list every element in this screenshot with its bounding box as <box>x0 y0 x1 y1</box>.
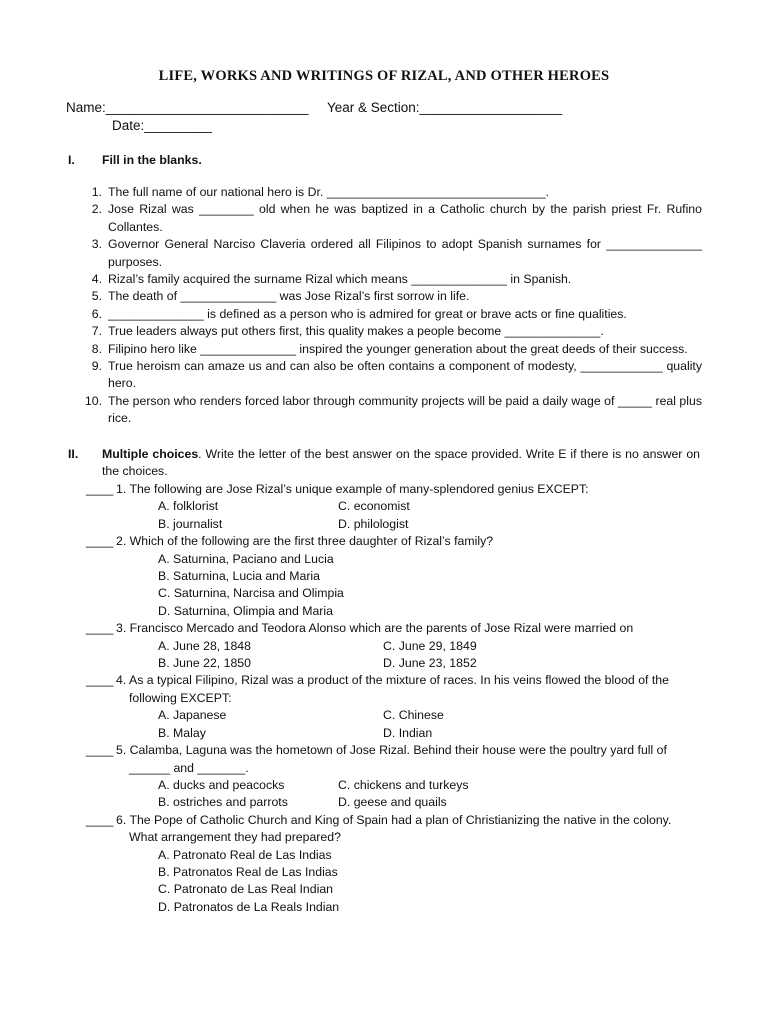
answer-option: A. Japanese <box>158 708 227 723</box>
item-number: 6. <box>91 306 102 321</box>
item-text: The full name of our national hero is Dr. ________________________________. <box>108 185 549 199</box>
question-text: 3. Francisco Mercado and Teodora Alonso which are the parents of Jose Rizal were married on <box>116 621 634 636</box>
list-item <box>82 358 702 393</box>
question-3 <box>86 620 704 672</box>
option-row <box>158 881 704 898</box>
fill-in-list <box>82 184 702 428</box>
option-row <box>158 638 704 655</box>
question-text: 4. As a typical Filipino, Rizal was a product of the mixture of races. In his veins flowed the blood of the <box>116 673 669 688</box>
option-row <box>158 568 704 585</box>
option-row <box>158 847 704 864</box>
item-text: Filipino hero like ______________ inspired the younger generation about the great deeds of their success. <box>108 341 688 356</box>
answer-option: B. Saturnina, Lucia and Maria <box>158 569 321 584</box>
answer-option: D. June 23, 1852 <box>383 656 477 671</box>
option-row <box>158 725 704 742</box>
option-row <box>158 864 704 881</box>
answer-options <box>86 498 704 533</box>
answer-option: B. June 22, 1850 <box>158 656 251 671</box>
question-text-continued: ______ and _______. <box>129 760 249 775</box>
answer-option: D. Saturnina, Olimpia and Maria <box>158 603 333 618</box>
answer-option: A. folklorist <box>158 499 219 514</box>
section-2-numeral: II. <box>68 447 79 461</box>
option-row <box>158 603 704 620</box>
answer-options <box>86 707 704 742</box>
list-item <box>82 288 702 305</box>
item-text: The death of ______________ was Jose Rizal’s first sorrow in life. <box>108 289 470 304</box>
item-number: 7. <box>91 324 102 339</box>
section-2-instructions <box>102 446 700 481</box>
answer-blank: ____ <box>86 743 114 758</box>
answer-options <box>86 551 704 621</box>
item-number: 1. <box>91 185 102 199</box>
answer-option: C. Patronato de Las Real Indian <box>158 882 334 897</box>
list-item <box>82 306 702 323</box>
name-field: Name:___________________________ <box>66 100 309 115</box>
section-1-heading: Fill in the blanks. <box>102 153 202 167</box>
question-1 <box>86 481 704 533</box>
item-text: Governor General Narciso Claveria ordered all Filipinos to adopt Spanish surnames for ______________ purposes. <box>108 237 702 269</box>
answer-blank: ____ <box>86 482 114 496</box>
answer-options <box>86 847 704 917</box>
item-text: Jose Rizal was ________ old when he was baptized in a Catholic church by the parish priest Fr. Rufino Collantes. <box>108 202 702 234</box>
question-5 <box>86 742 704 812</box>
answer-blank: ____ <box>86 621 114 636</box>
answer-option: B. Malay <box>158 725 206 740</box>
answer-option: D. Patronatos de La Reals Indian <box>158 899 340 914</box>
answer-options <box>86 638 704 673</box>
answer-option: A. June 28, 1848 <box>158 638 251 653</box>
answer-blank: ____ <box>86 812 114 827</box>
answer-options <box>86 777 704 812</box>
item-number: 10. <box>84 393 102 408</box>
item-text: ______________ is defined as a person who is admired for great or brave acts or fine qualities. <box>108 306 627 321</box>
list-item <box>82 393 702 428</box>
question-text: 6. The Pope of Catholic Church and King of Spain had a plan of Christianizing the native in the colony. <box>116 812 672 827</box>
item-text: Rizal’s family acquired the surname Rizal which means ______________ in Spanish. <box>108 272 572 287</box>
item-number: 5. <box>91 289 102 304</box>
item-number: 9. <box>91 359 102 374</box>
option-row <box>158 551 704 568</box>
list-item <box>82 184 702 201</box>
option-row <box>158 777 704 794</box>
page-title: LIFE, WORKS AND WRITINGS OF RIZAL, AND OTHER HEROES <box>158 68 610 84</box>
answer-option: C. economist <box>338 499 410 514</box>
item-number: 8. <box>91 341 102 356</box>
section-2-instruction-text: . Write the letter of the best answer on the space provided. Write E if there is no answer on the choices. <box>102 447 700 479</box>
question-text-continued: following EXCEPT: <box>129 690 232 705</box>
year-section-field: Year & Section:___________________ <box>327 100 563 115</box>
option-row <box>158 655 704 672</box>
option-row <box>158 794 704 811</box>
option-row <box>158 498 704 515</box>
item-number: 2. <box>91 202 102 217</box>
option-row <box>158 707 704 724</box>
option-row <box>158 516 704 533</box>
section-1-numeral: I. <box>68 153 75 167</box>
answer-option: D. geese and quails <box>338 795 447 810</box>
answer-option: A. Saturnina, Paciano and Lucia <box>158 551 334 566</box>
section-2-heading: Multiple choices <box>102 447 199 461</box>
list-item <box>82 236 702 271</box>
item-text: The person who renders forced labor through community projects will be paid a daily wage of _____ real plus rice. <box>108 393 702 426</box>
list-item <box>82 323 702 340</box>
answer-option: B. ostriches and parrots <box>158 795 288 810</box>
answer-option: C. Saturnina, Narcisa and Olimpia <box>158 586 344 601</box>
answer-option: C. Chinese <box>383 708 444 723</box>
answer-option: D. philologist <box>338 516 409 531</box>
answer-blank: ____ <box>86 673 114 688</box>
question-text: 2. Which of the following are the first three daughter of Rizal’s family? <box>116 534 494 549</box>
answer-option: A. Patronato Real de Las Indias <box>158 847 332 862</box>
date-field: Date:_________ <box>112 118 212 133</box>
answer-option: A. ducks and peacocks <box>158 777 285 792</box>
option-row <box>158 585 704 602</box>
item-number: 4. <box>91 272 102 287</box>
list-item <box>82 201 702 236</box>
question-6 <box>86 812 704 916</box>
answer-option: B. journalist <box>158 516 223 531</box>
answer-option: C. June 29, 1849 <box>383 638 477 653</box>
list-item <box>82 271 702 288</box>
multiple-choice-questions <box>86 481 704 916</box>
question-4 <box>86 672 704 742</box>
option-row <box>158 899 704 916</box>
list-item <box>82 341 702 358</box>
answer-option: D. Indian <box>383 725 433 740</box>
question-text: 5. Calamba, Laguna was the hometown of Jose Rizal. Behind their house were the poultry yard full of <box>116 743 667 758</box>
answer-blank: ____ <box>86 534 114 549</box>
item-number: 3. <box>91 237 102 252</box>
answer-option: B. Patronatos Real de Las Indias <box>158 864 338 879</box>
question-2 <box>86 533 704 620</box>
question-text: 1. The following are Jose Rizal’s unique example of many-splendored genius EXCEPT: <box>116 482 589 496</box>
item-text: True leaders always put others first, this quality makes a people become ______________. <box>108 324 604 339</box>
answer-option: C. chickens and turkeys <box>338 777 469 792</box>
item-text: True heroism can amaze us and can also be often contains a component of modesty, ____________ quality hero. <box>108 359 702 391</box>
question-text-continued: What arrangement they had prepared? <box>129 830 341 845</box>
